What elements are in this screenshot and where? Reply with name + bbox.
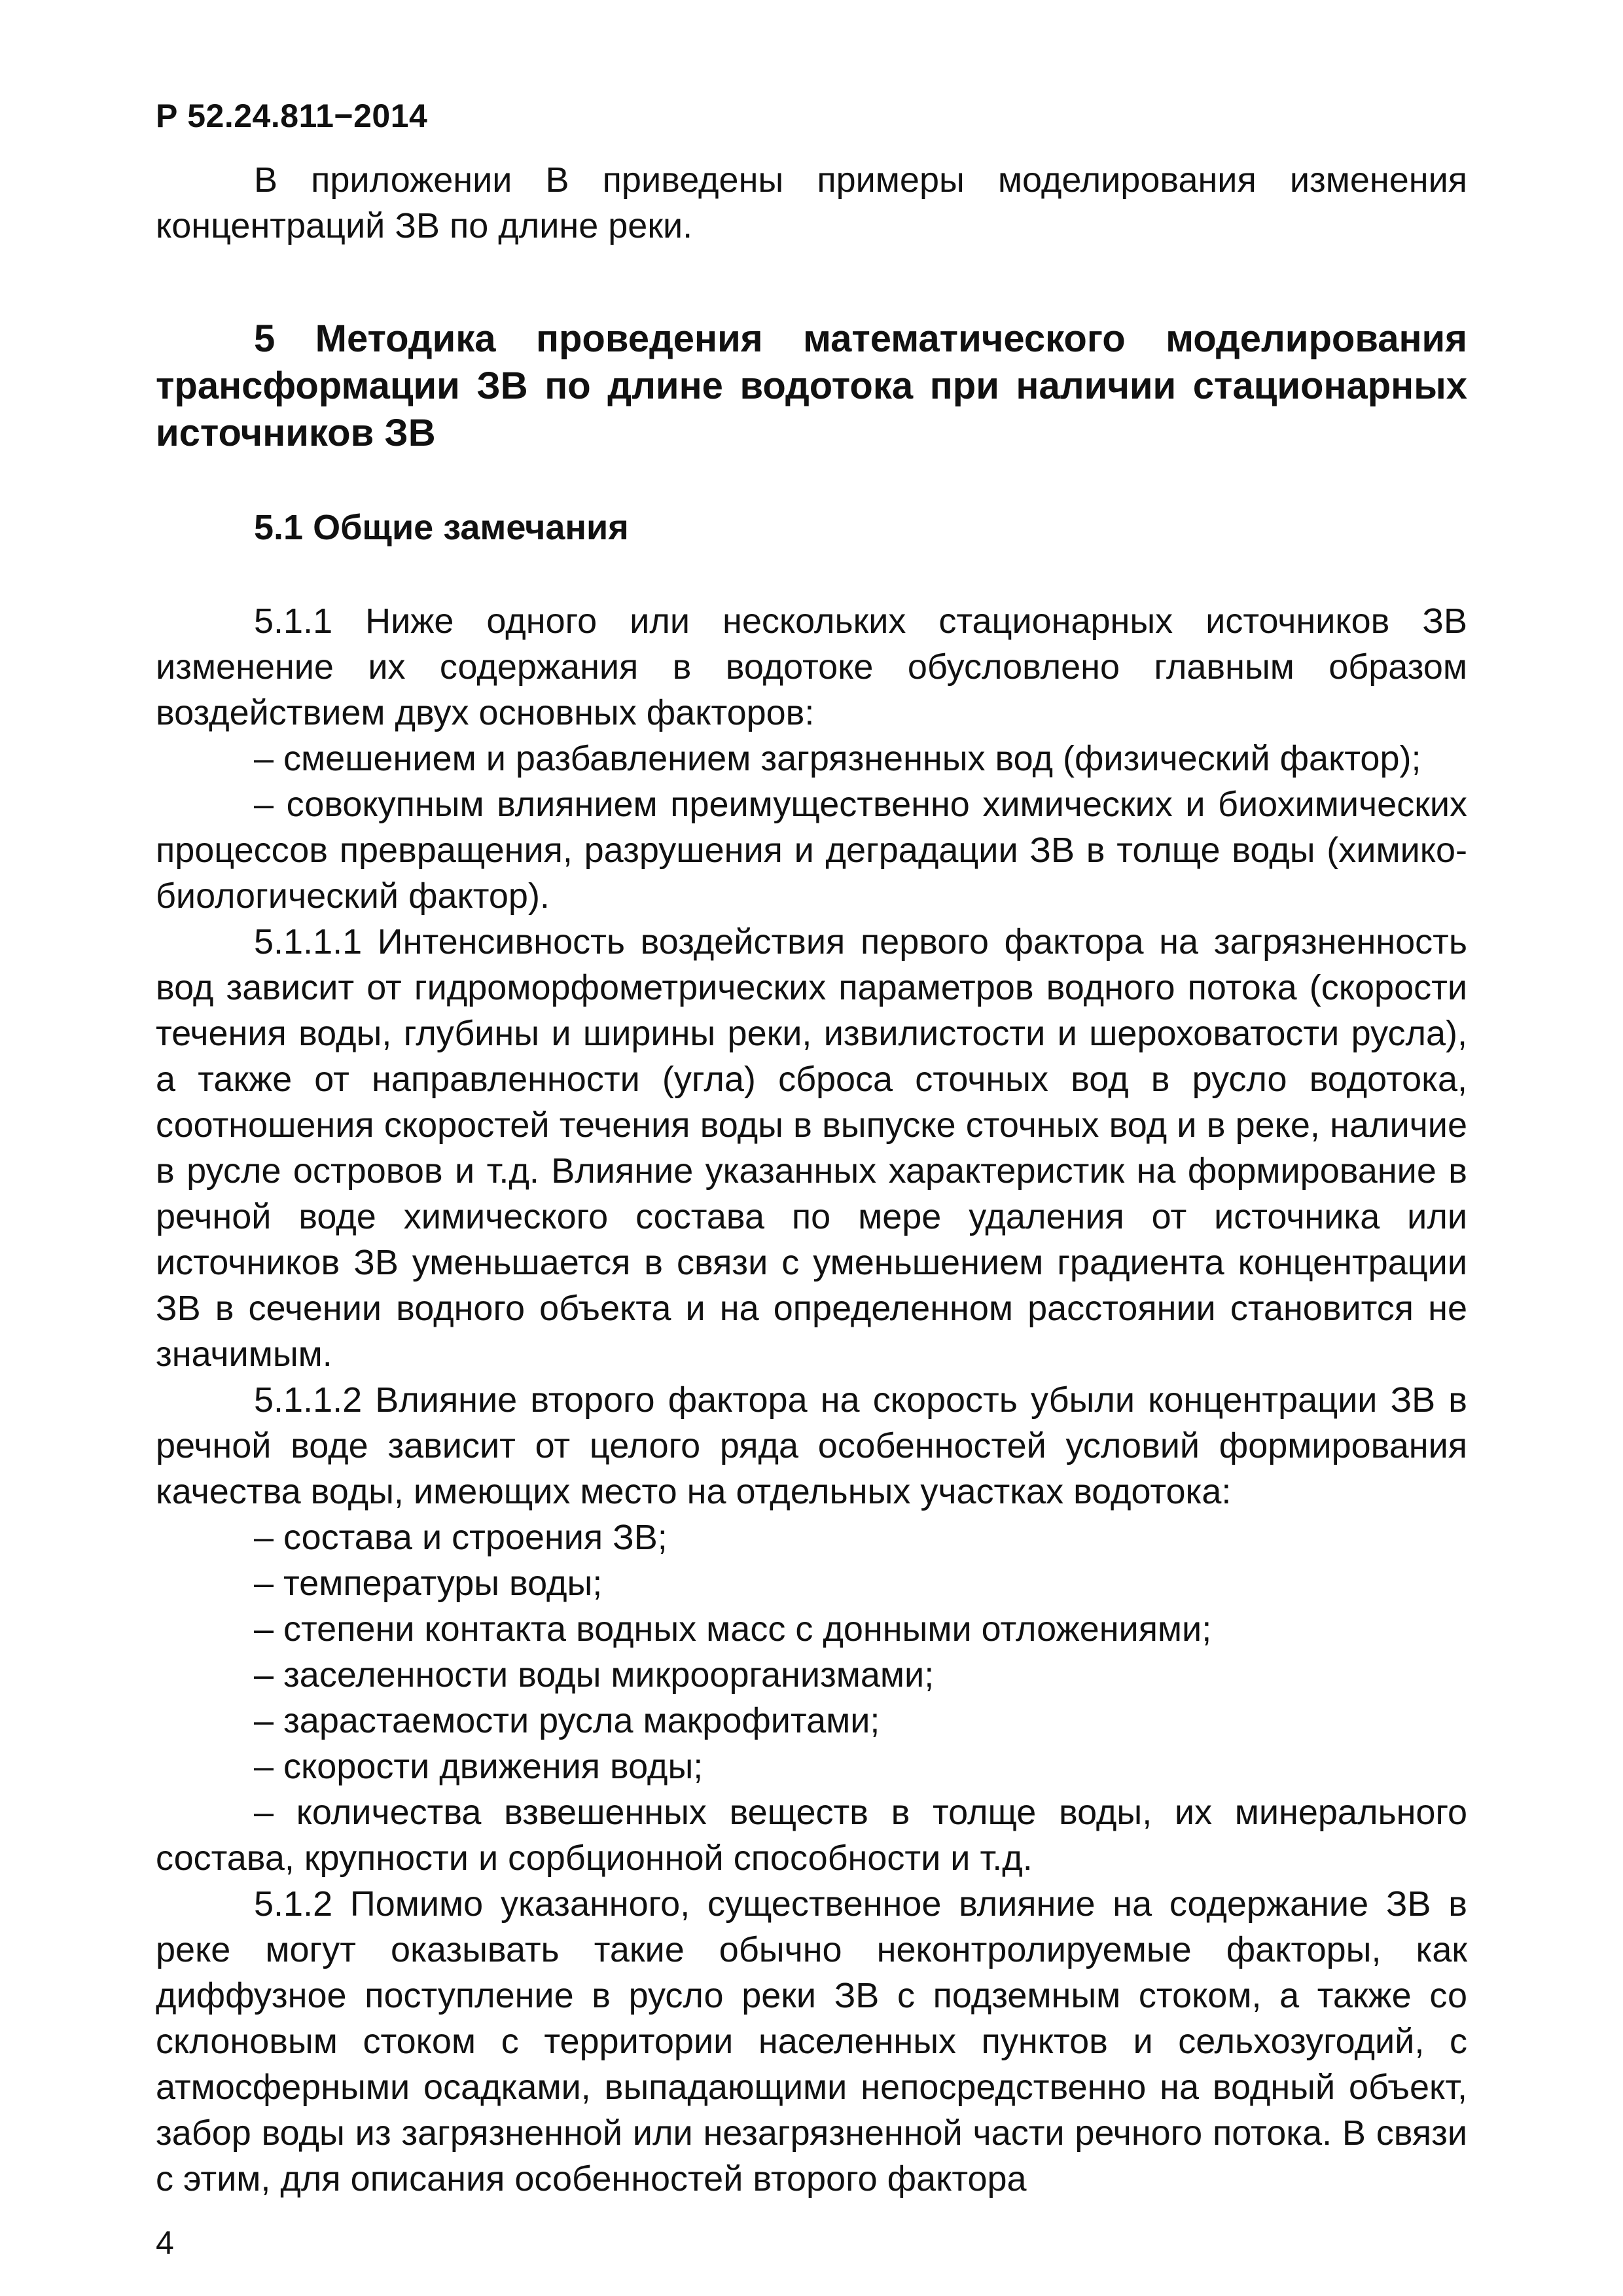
paragraph-5-1-1: 5.1.1 Ниже одного или нескольких стационарных источников ЗВ изменение их содержания в водотоке обусловлено главным образом воздействием двух основных факторов: — [156, 601, 1467, 732]
list-item: – зарастаемости русла макрофитами; — [254, 1701, 880, 1740]
section-heading: 5 Методика проведения математического моделирования трансформации ЗВ по длине водотока при наличии стационарных источников ЗВ — [156, 317, 1467, 454]
paragraph-5-1-1-2: 5.1.1.2 Влияние второго фактора на скорость убыли концентрации ЗВ в речной воде зависит от целого ряда особенностей условий формирования качества воды, имеющих место на отдельных участках водотока: — [156, 1380, 1467, 1511]
list-item: – состава и строения ЗВ; — [254, 1518, 668, 1557]
paragraph-5-1-2: 5.1.2 Помимо указанного, существенное влияние на содержание ЗВ в реке могут оказывать такие обычно неконтролируемые факторы, как диффузное поступление в русло реки ЗВ с подземным стоком, а также со склоновым стоком с территории населенных пунктов и сельхозугодий, с атмосферными осадками, выпадающими непосредственно на водный объект, забор воды из загрязненной или незагрязненной части речного потока. В связи с этим, для описания особенностей второго фактора — [156, 1884, 1467, 2198]
list-item: – количества взвешенных веществ в толще воды, их минерального состава, крупности и сорбционной способности и т.д. — [156, 1793, 1467, 1878]
paragraph-5-1-1-1: 5.1.1.1 Интенсивность воздействия первого фактора на загрязненность вод зависит от гидроморфометрических параметров водного потока (скорости течения воды, глубины и ширины реки, извилистости и шероховатости русла), а также от направленности (угла) сброса сточных вод в русло водотока, соотношения скоростей течения воды в выпуске сточных вод и в реке, наличие в русле островов и т.д. Влияние указанных характеристик на формирование в речной воде химического состава по мере удаления от источника или источников ЗВ уменьшается в связи с уменьшением градиента концентрации ЗВ в сечении водного объекта и на определенном расстоянии становится не значимым. — [156, 922, 1467, 1374]
list-item: – температуры воды; — [254, 1564, 603, 1603]
document-body — [156, 157, 1467, 2202]
list-item: – скорости движения воды; — [254, 1747, 704, 1786]
list-item: – смешением и разбавлением загрязненных вод (физический фактор); — [254, 739, 1421, 778]
subsection-heading: 5.1 Общие замечания — [254, 508, 629, 547]
page-number: 4 — [156, 2225, 174, 2261]
list-item: – степени контакта водных масс с донными отложениями; — [254, 1609, 1212, 1649]
document-code: Р 52.24.811−2014 — [156, 98, 428, 134]
intro-paragraph: В приложении В приведены примеры моделирования изменения концентраций ЗВ по длине реки. — [156, 160, 1467, 245]
list-item: – заселенности воды микроорганизмами; — [254, 1655, 935, 1695]
list-item: – совокупным влиянием преимущественно химических и биохимических процессов превращения, разрушения и деградации ЗВ в толще воды (химико-биологический фактор). — [156, 785, 1467, 916]
